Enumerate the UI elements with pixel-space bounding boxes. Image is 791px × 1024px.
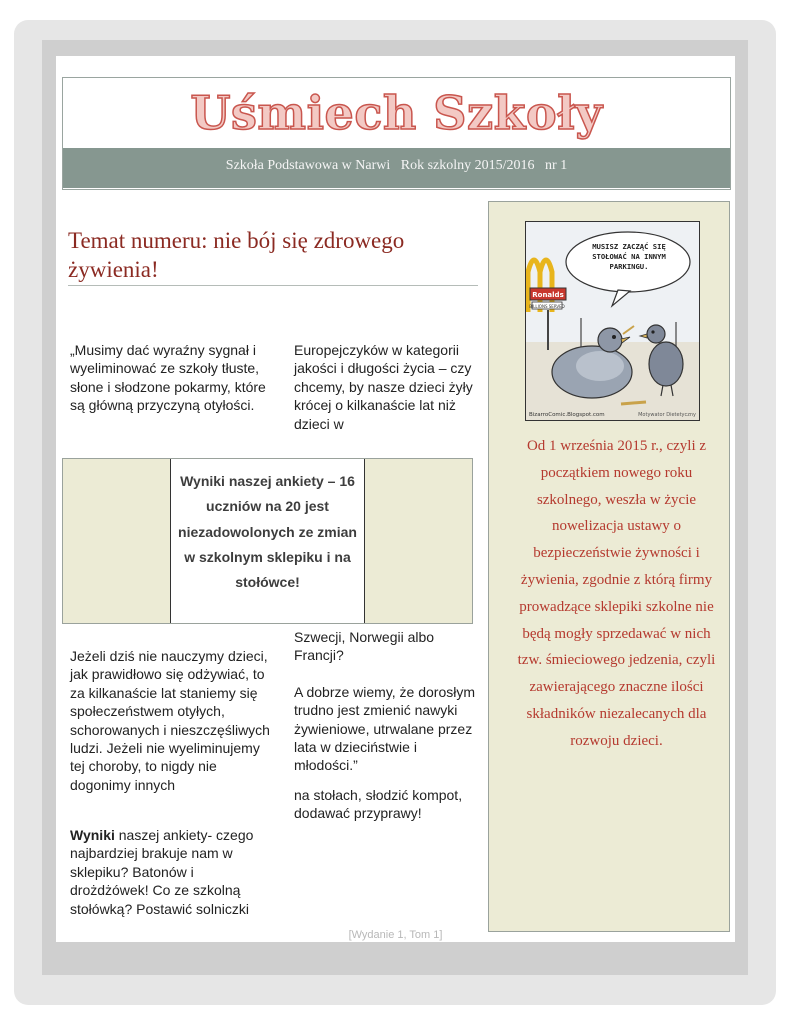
survey-bold-label: Wyniki: [70, 827, 115, 843]
comic-illustration: [525, 221, 700, 421]
col1-paragraph-1: „Musimy dać wyraźny sygnał i wyeliminować ze szkoły tłuste, słone i słodzone pokarmy, które są główną przyczyną otyłości.: [70, 342, 266, 414]
survey-callout: [62, 458, 473, 624]
comic-credit-left: BizarroComic.Blogspot.com: [529, 412, 605, 418]
comic-credit-right: Motywator Dietetyczny: [638, 412, 696, 418]
masthead-subtitle: Szkoła Podstawowa w Narwi Rok szkolny 2015/2016 nr 1: [225, 158, 568, 173]
col2-paragraph-2: Szwecji, Norwegii albo Francji?: [294, 629, 435, 664]
col1-mid-text: [70, 647, 275, 794]
col1-bottom-text: [70, 826, 275, 918]
article-headline: Temat numeru: nie bój się zdrowego żywienia!: [68, 228, 405, 282]
masthead-band: [63, 148, 730, 188]
col1-top-text: [70, 341, 275, 415]
sidebar-panel: [488, 201, 730, 932]
col1-paragraph-2: Jeżeli dziś nie nauczymy dzieci, jak prawidłowo się odżywiać, to za kilkanaście lat staniemy się społeczeństwem otyłych, schorowanych i nieszczęśliwych ludzi. Jeżeli nie wyeliminujemy tej choroby, to nigdy nie dogonimy innych: [70, 648, 270, 793]
newsletter-title: Uśmiech Szkoły: [190, 86, 603, 140]
masthead: [62, 77, 731, 190]
restaurant-sign: Ronalds: [532, 291, 564, 299]
col2-mid-text: [294, 628, 479, 823]
sidebar-text: Od 1 września 2015 r., czyli z początkiem nowego roku szkolnego, weszła w życie nowelizacja ustawy o bezpieczeństwie żywności i żywienia, zgodnie z którą firmy prowadzące sklepiki szkolne nie będą mogły sprzedawać w nich tzw. śmieciowego jedzenia, czyli zawierającego znaczne ilości składników niezalecanych dla rozwoju dzieci.: [517, 438, 716, 749]
col2-paragraph-1: Europejczyków w kategorii jakości i długości życia – czy chcemy, by nasze dzieci żyły krócej o kilkanaście lat niż dzieci w: [294, 342, 473, 432]
col1-paragraph-3: [70, 826, 275, 918]
comic-drawing: [526, 222, 699, 420]
headline-divider: [68, 285, 478, 286]
speech-bubble-text: MUSISZ ZACZĄĆ SIĘ STOŁOWAĆ NA INNYM PARKINGU.: [592, 242, 666, 271]
col2-paragraph-4: na stołach, słodzić kompot, dodawać przyprawy!: [294, 786, 463, 822]
col2-paragraph-3: A dobrze wiemy, że dorosłym trudno jest zmienić nawyki żywieniowe, utrwalane przez lata w dzieciństwie i młodości.”: [294, 683, 476, 774]
callout-text: Wyniki naszej ankiety – 16 uczniów na 20 jest niezadowolonych ze zmian w szkolnym sklepiku i na stołówce!: [178, 473, 357, 591]
restaurant-sign-sub: BILLIONS SERVED: [529, 304, 565, 309]
col2-top-text: [294, 341, 479, 433]
issue-footer: [Wydanie 1, Tom 1]: [348, 929, 443, 941]
col1-paragraph-3-rest: naszej ankiety- czego najbardziej brakuje nam w sklepiku? Batonów i drożdżówek! Co ze szkolną stołówką? Postawić solniczki: [70, 827, 254, 917]
callout-inner-panel: [170, 459, 365, 623]
